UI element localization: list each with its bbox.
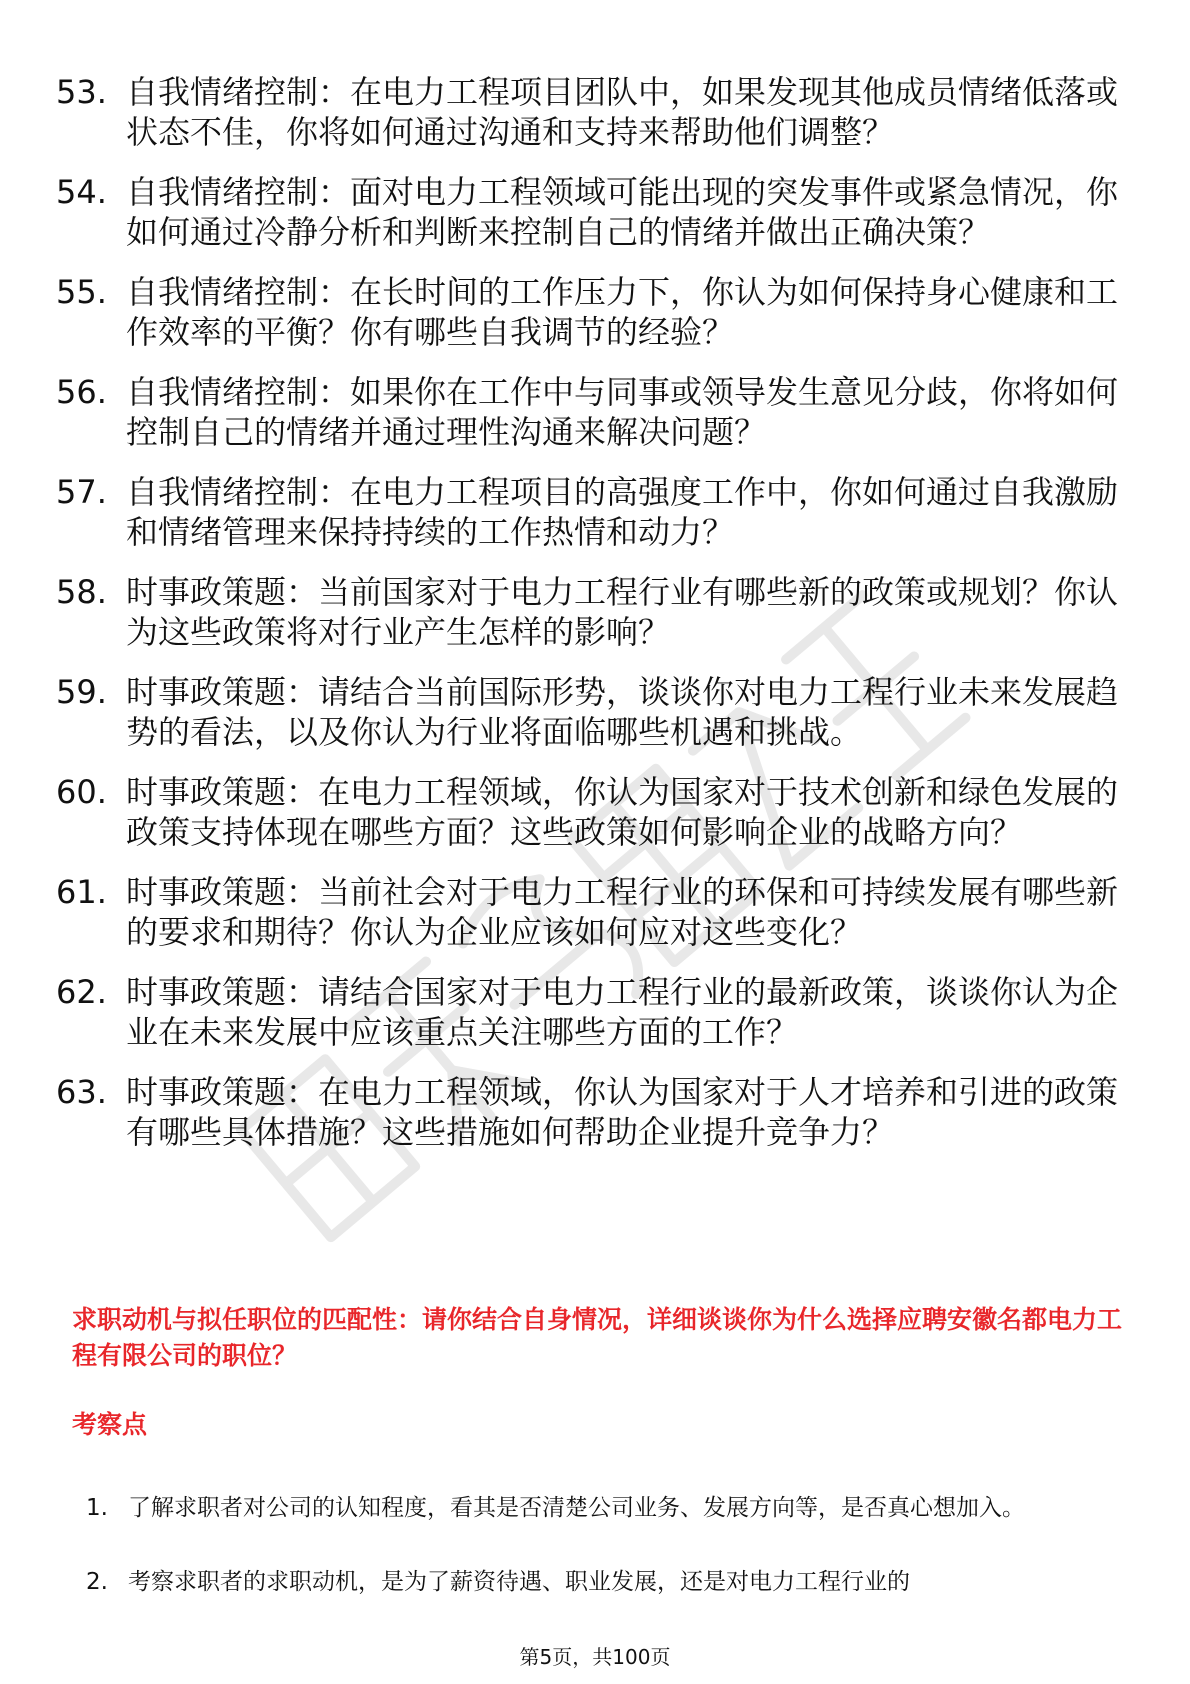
question-number: 60. [56, 773, 107, 811]
question-text: 时事政策题：请结合当前国际形势，谈谈你对电力工程行业未来发展趋势的看法，以及你认为行业将面临哪些机遇和挑战。 [126, 673, 1119, 751]
question-item [56, 372, 1136, 452]
question-text: 时事政策题：在电力工程领域，你认为国家对于技术创新和绿色发展的政策支持体现在哪些方面？这些政策如何影响企业的战略方向？ [126, 773, 1119, 851]
question-text: 时事政策题：当前国家对于电力工程行业有哪些新的政策或规划？你认为这些政策将对行业产生怎样的影响？ [126, 573, 1119, 651]
point-text: 了解求职者对公司的认知程度，看其是否清楚公司业务、发展方向等，是否真心想加入。 [128, 1495, 1025, 1521]
question-number: 57. [56, 473, 107, 511]
question-item [56, 472, 1136, 552]
question-text: 自我情绪控制：在电力工程项目的高强度工作中，你如何通过自我激励和情绪管理来保持持续的工作热情和动力？ [126, 473, 1119, 551]
question-text: 自我情绪控制：面对电力工程领域可能出现的突发事件或紧急情况，你如何通过冷静分析和判断来控制自己的情绪并做出正确决策？ [126, 173, 1119, 251]
question-text: 时事政策题：当前社会对于电力工程行业的环保和可持续发展有哪些新的要求和期待？你认为企业应该如何应对这些变化？ [126, 873, 1119, 951]
question-item [56, 72, 1136, 152]
question-number: 55. [56, 273, 107, 311]
section-subtitle: 考察点 [72, 1410, 148, 1439]
question-number: 58. [56, 573, 107, 611]
question-item [56, 772, 1136, 852]
question-number: 56. [56, 373, 107, 411]
question-item [56, 572, 1136, 652]
question-text: 自我情绪控制：在电力工程项目团队中，如果发现其他成员情绪低落或状态不佳，你将如何通过沟通和支持来帮助他们调整？ [126, 73, 1119, 151]
question-list [56, 72, 1136, 1172]
question-number: 62. [56, 973, 107, 1011]
point-list [86, 1480, 1126, 1628]
question-text: 时事政策题：在电力工程领域，你认为国家对于人才培养和引进的政策有哪些具体措施？这些措施如何帮助企业提升竞争力？ [126, 1073, 1119, 1151]
question-number: 63. [56, 1073, 107, 1111]
point-text: 考察求职者的求职动机，是为了薪资待遇、职业发展，还是对电力工程行业的 [128, 1569, 910, 1595]
question-text: 时事政策题：请结合国家对于电力工程行业的最新政策，谈谈你认为企业在未来发展中应该重点关注哪些方面的工作？ [126, 973, 1119, 1051]
question-text: 自我情绪控制：如果你在工作中与同事或领导发生意见分歧，你将如何控制自己的情绪并通过理性沟通来解决问题？ [126, 373, 1119, 451]
page-footer: 第5页，共100页 [519, 1645, 671, 1669]
question-item [56, 1072, 1136, 1152]
question-number: 61. [56, 873, 107, 911]
question-number: 53. [56, 73, 107, 111]
point-item [86, 1554, 1126, 1610]
point-number: 1. [86, 1495, 108, 1521]
point-number: 2. [86, 1569, 108, 1595]
section-title: 求职动机与拟任职位的匹配性：请你结合自身情况，详细谈谈你为什么选择应聘安徽名都电力工程有限公司的职位？ [72, 1305, 1123, 1370]
question-item [56, 272, 1136, 352]
question-item [56, 672, 1136, 752]
question-item [56, 172, 1136, 252]
point-item [86, 1480, 1126, 1536]
question-item [56, 972, 1136, 1052]
question-number: 59. [56, 673, 107, 711]
question-number: 54. [56, 173, 107, 211]
question-text: 自我情绪控制：在长时间的工作压力下，你认为如何保持身心健康和工作效率的平衡？你有哪些自我调节的经验？ [126, 273, 1119, 351]
question-item [56, 872, 1136, 952]
